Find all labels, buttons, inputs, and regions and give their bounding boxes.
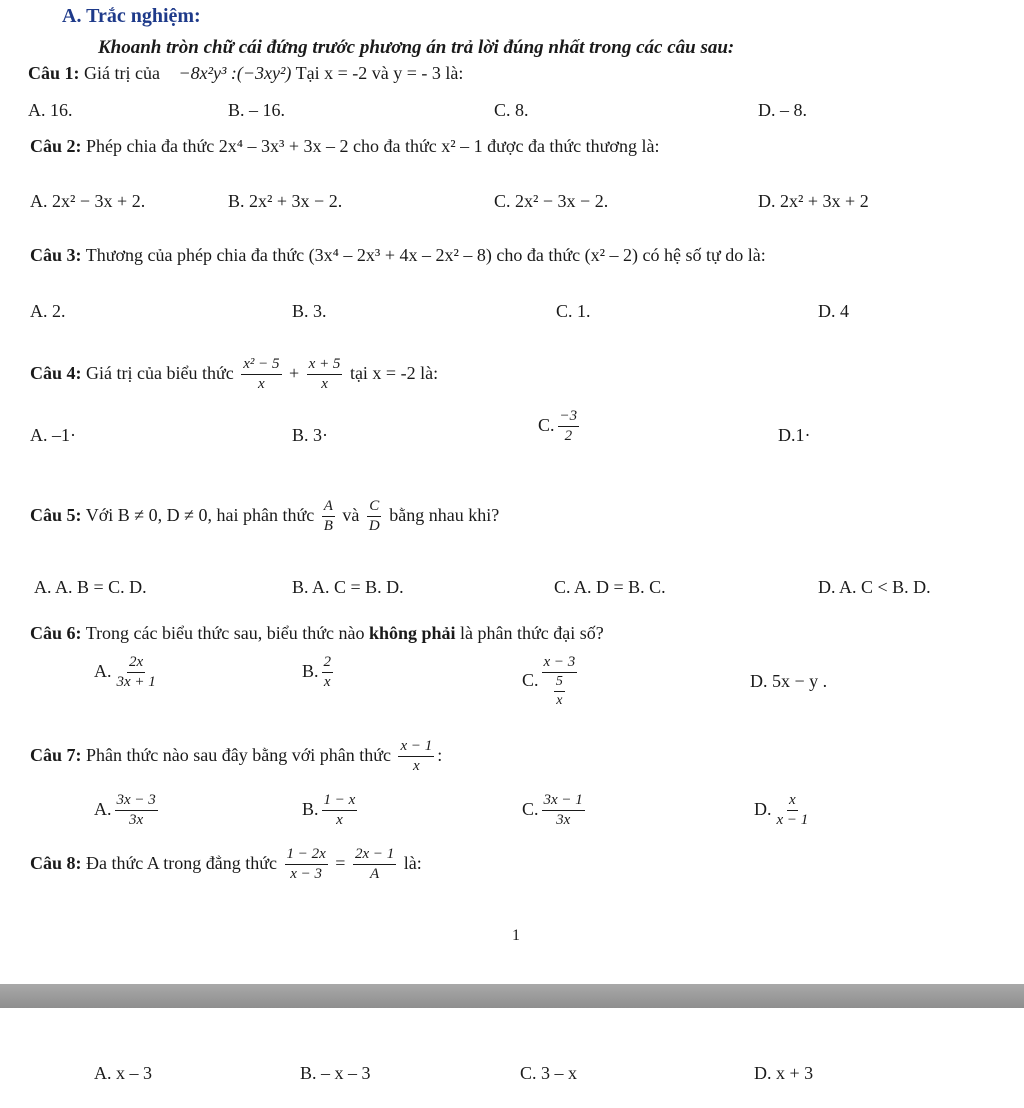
q4-option-b[interactable]: B. 3· — [292, 425, 328, 445]
q4-fraction-1: $\frac{\text{x² − 5}}{x}$ — [243, 356, 280, 393]
page-break-band — [0, 984, 1024, 1008]
q5-option-d[interactable]: D. A. C < B. D. — [818, 577, 931, 597]
q5-option-c[interactable]: C. A. D = B. C. — [554, 577, 666, 597]
q4-option-c[interactable]: C. $\frac{-3}{2}$ — [538, 408, 578, 445]
q3-option-b[interactable]: B. 3. — [292, 301, 327, 321]
q2-option-c[interactable]: C. 2x² − 3x − 2. — [494, 191, 609, 211]
q2-option-d[interactable]: D. 2x² + 3x + 2 — [758, 191, 869, 211]
q6-option-a[interactable]: A. $\frac{2x}{3x + 1}$ — [94, 654, 156, 691]
q7-fraction: $\frac{x - 1}{x}$ — [400, 738, 433, 775]
q3-option-d[interactable]: D. 4 — [818, 301, 849, 321]
q8-option-b[interactable]: B. – x – 3 — [300, 1063, 371, 1083]
instruction: Khoanh tròn chữ cái đứng trước phương án trả lời đúng nhất trong các câu sau: — [98, 37, 735, 58]
q1-option-a[interactable]: A. 16. — [28, 100, 73, 120]
question-8: Câu 8: Đa thức A trong đẳng thức $\frac{1 - 2x}{x - 3}$ = $\frac{2x - 1}{A}$ là: — [30, 846, 422, 883]
q6-option-c[interactable]: C. $\frac{x - 3}{\frac{5}{x}}$ — [522, 654, 576, 709]
q8-option-c[interactable]: C. 3 – x — [520, 1063, 578, 1083]
question-6: Câu 6: Trong các biểu thức sau, biểu thức nào không phải là phân thức đại số? — [30, 623, 604, 643]
question-3: Câu 3: Thương của phép chia đa thức (3x⁴ – 2x³ + 4x – 2x² – 8) cho đa thức (x² – 2) có hệ số tự do là: — [30, 245, 766, 265]
page-number: 1 — [512, 927, 520, 944]
q6-option-d[interactable]: D. 5x − y . — [750, 671, 828, 691]
q8-fraction-1: $\frac{1 - 2x}{x - 3}$ — [286, 846, 326, 883]
q1-option-b[interactable]: B. – 16. — [228, 100, 286, 120]
q5-option-a[interactable]: A. A. B = C. D. — [34, 577, 147, 597]
q4-option-d[interactable]: D.1· — [778, 425, 811, 445]
q5-fraction-ab: $\frac{A}{B}$ — [323, 498, 333, 535]
question-4: Câu 4: Giá trị của biểu thức $\frac{\text{x² − 5}}{x}$ + $\frac{x + 5}{x}$ tại x = -2 là: — [30, 356, 439, 393]
section-title: A. Trắc nghiệm: — [62, 5, 201, 27]
q8-fraction-2: $\frac{2x - 1}{A}$ — [354, 846, 395, 883]
q4-option-a[interactable]: A. –1· — [30, 425, 76, 445]
q3-option-c[interactable]: C. 1. — [556, 301, 591, 321]
question-1: Câu 1: Giá trị của −8x²y³ :(−3xy²) Tại x = -2 và y = - 3 là: — [28, 63, 464, 83]
q1-option-d[interactable]: D. – 8. — [758, 100, 807, 120]
q7-option-c[interactable]: C. $\frac{3x - 1}{3x}$ — [522, 792, 583, 829]
q5-fraction-cd: $\frac{C}{D}$ — [368, 498, 380, 535]
q6-c-fraction: $\frac{x - 3}{\frac{5}{x}}$ — [543, 654, 576, 709]
question-2: Câu 2: Phép chia đa thức 2x⁴ – 3x³ + 3x – 2 cho đa thức x² – 1 được đa thức thương là: — [30, 136, 660, 156]
q8-option-d[interactable]: D. x + 3 — [754, 1063, 814, 1083]
question-5: Câu 5: Với B ≠ 0, D ≠ 0, hai phân thức $\frac{A}{B}$ và $\frac{C}{D}$ bằng nhau khi? — [30, 498, 500, 535]
q7-option-d[interactable]: D. $\frac{x}{x - 1}$ — [754, 792, 809, 829]
q6-a-fraction: $\frac{2x}{3x + 1}$ — [116, 654, 156, 691]
q2-option-b[interactable]: B. 2x² + 3x − 2. — [228, 191, 343, 211]
q1-option-c[interactable]: C. 8. — [494, 100, 529, 120]
q6-b-fraction: $\frac{2}{x}$ — [323, 654, 332, 691]
q4-fraction-2: $\frac{x + 5}{x}$ — [308, 356, 341, 393]
q4-c-fraction: $\frac{-3}{2}$ — [559, 408, 578, 445]
q2-option-a[interactable]: A. 2x² − 3x + 2. — [30, 191, 146, 211]
q5-option-b[interactable]: B. A. C = B. D. — [292, 577, 404, 597]
q6-option-b[interactable]: B. $\frac{2}{x}$ — [302, 654, 332, 691]
q6-c-inner-fraction: $\frac{5}{x}$ — [555, 674, 563, 709]
q3-option-a[interactable]: A. 2. — [30, 301, 66, 321]
q8-option-a[interactable]: A. x – 3 — [94, 1063, 152, 1083]
q1-expression: −8x²y³ :(−3xy²) — [178, 63, 292, 83]
q7-option-b[interactable]: B. $\frac{1 - x}{x}$ — [302, 792, 356, 829]
q7-option-a[interactable]: A. $\frac{3x - 3}{3x}$ — [94, 792, 156, 829]
question-7: Câu 7: Phân thức nào sau đây bằng với phân thức $\frac{x - 1}{x}$ : — [30, 738, 443, 775]
